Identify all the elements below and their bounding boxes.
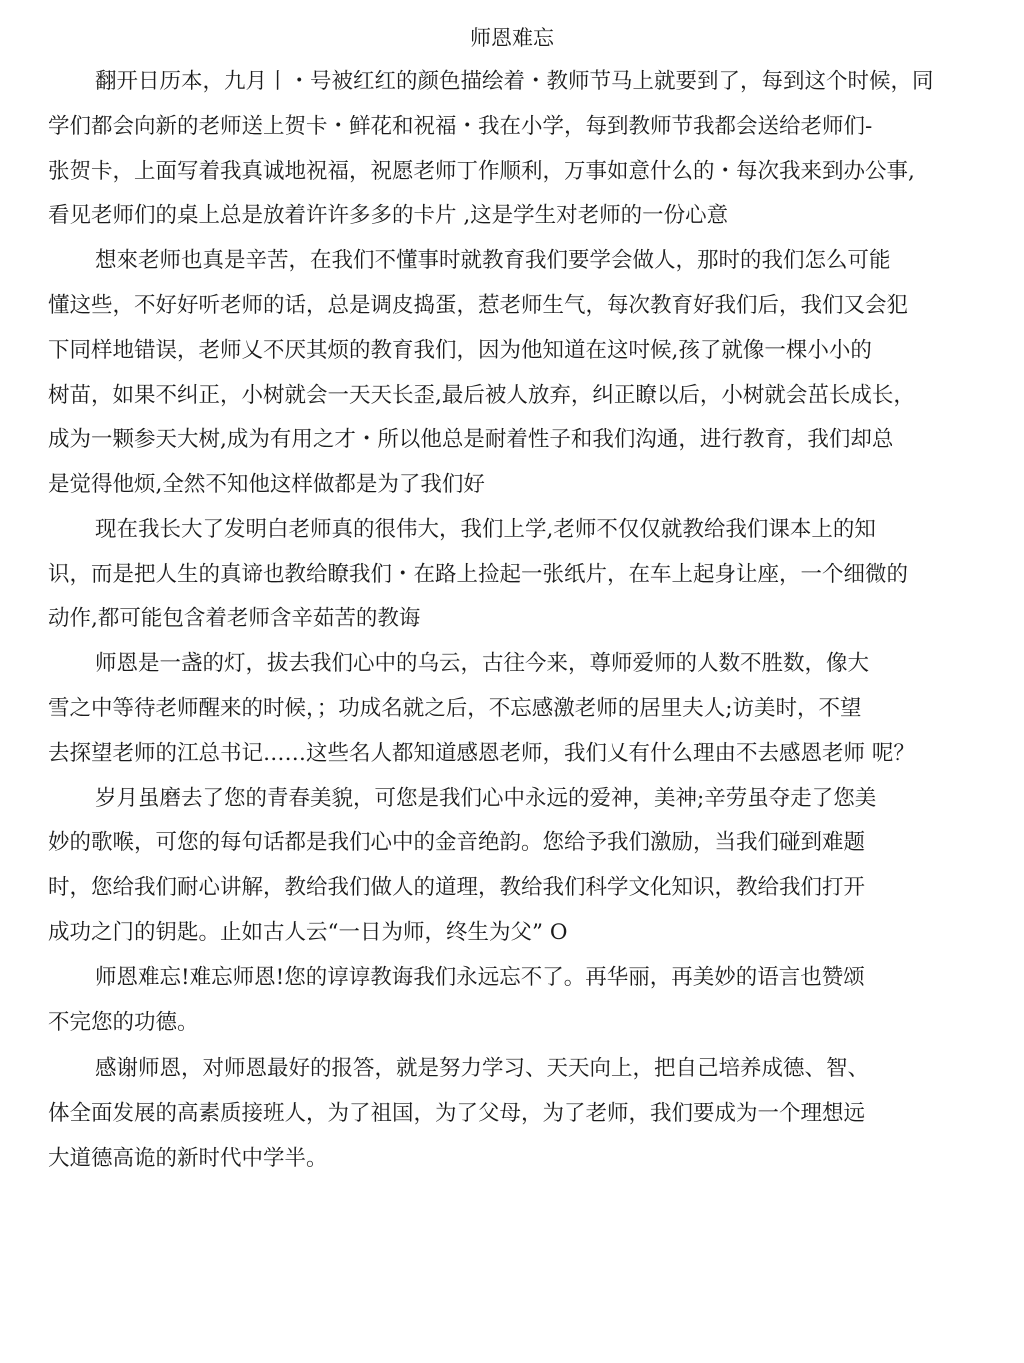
text-line: 懂这些，不好好听老师的话，总是调皮捣蛋，惹老师生气，每次教育好我们后，我们又会犯 xyxy=(48,293,909,318)
text-line: 妙的歌喉，可您的每句话都是我们心中的金音绝韵。您给予我们激励，当我们碰到难题 xyxy=(48,830,866,855)
text-line: 师恩难忘!难忘师恩!您的谆谆教诲我们永远忘不了。再华丽，再美妙的语言也赞颂 xyxy=(95,965,865,990)
text-line: 感谢师恩，对师恩最好的报答，就是努力学习、天天向上，把自己培养成德、智、 xyxy=(95,1056,870,1081)
text-line: 动作,都可能包含着老师含辛茹苦的教诲 xyxy=(48,606,421,631)
document-title: 师恩难忘 xyxy=(470,26,554,50)
text-line: 现在我长大了发明白老师真的很伟大，我们上学,老师不仅仅就教给我们课本上的知 xyxy=(95,517,876,542)
text-line: 不完您的功德。 xyxy=(48,1010,199,1035)
text-line: 雪之中等待老师醒来的时候，；功成名就之后，不忘感激老师的居里夫人;访美时，不望 xyxy=(48,696,862,721)
text-line: 翻开日历本，九月丨・号被红红的颜色描绘着・教师节马上就要到了，每到这个时候，同 xyxy=(95,69,934,94)
text-line: 树苗，如果不纠正，小树就会一天天长歪,最后被人放弃，纠正瞭以后，小树就会茁长成长， xyxy=(48,383,915,408)
text-line: 是觉得他烦,全然不知他这样做都是为了我们好 xyxy=(48,472,485,497)
text-line: 师恩是一盏的灯，拔去我们心中的乌云，古往今来，尊师爱师的人数不胜数，像大 xyxy=(95,651,870,676)
text-line: 岁月虽磨去了您的青春美貌，可您是我们心中永远的爱神，美神;辛劳虽夺走了您美 xyxy=(95,786,877,811)
text-line: 时，您给我们耐心讲解，教给我们做人的道理，教给我们科学文化知识，教给我们打开 xyxy=(48,875,866,900)
text-line: 成功之门的钥匙。止如古人云“一日为师，终生为父” O xyxy=(48,920,568,945)
text-line: 体全面发展的高素质接班人，为了祖国，为了父母，为了老师，我们要成为一个理想远 xyxy=(48,1101,866,1126)
text-line: 张贺卡，上面写着我真诚地祝福，祝愿老师丁作顺利，万事如意什么的・每次我来到办公事, xyxy=(48,159,915,184)
text-line: 想來老师也真是辛苦，在我们不懂事时就教育我们要学会做人，那时的我们怎么可能 xyxy=(95,248,891,273)
text-line: 成为一颗参天大树,成为有用之才・所以他总是耐着性子和我们沟通，进行教育，我们却总 xyxy=(48,427,894,452)
text-line: 识，而是把人生的真谛也教给瞭我们・在路上捡起一张纸片，在车上起身让座，一个细微的 xyxy=(48,562,909,587)
text-line: 下同样地错误，老师乂不厌其烦的教育我们，因为他知道在这吋候,孩了就像一棵小小的 xyxy=(48,338,872,363)
text-line: 学们都会向新的老师送上贺卡・鲜花和祝福・我在小学，每到教师节我都会送给老师们- xyxy=(48,114,873,139)
text-line: 大道德高诡的新时代中学半。 xyxy=(48,1146,328,1171)
text-line: 去探望老师的江总书记……这些名人都知道感恩老师，我们乂有什么理由不去感恩老师 呢？ xyxy=(48,741,915,766)
text-line: 看见老师们的桌上总是放着许许多多的卡片 ,这是学生对老师的一份心意 xyxy=(48,203,729,228)
